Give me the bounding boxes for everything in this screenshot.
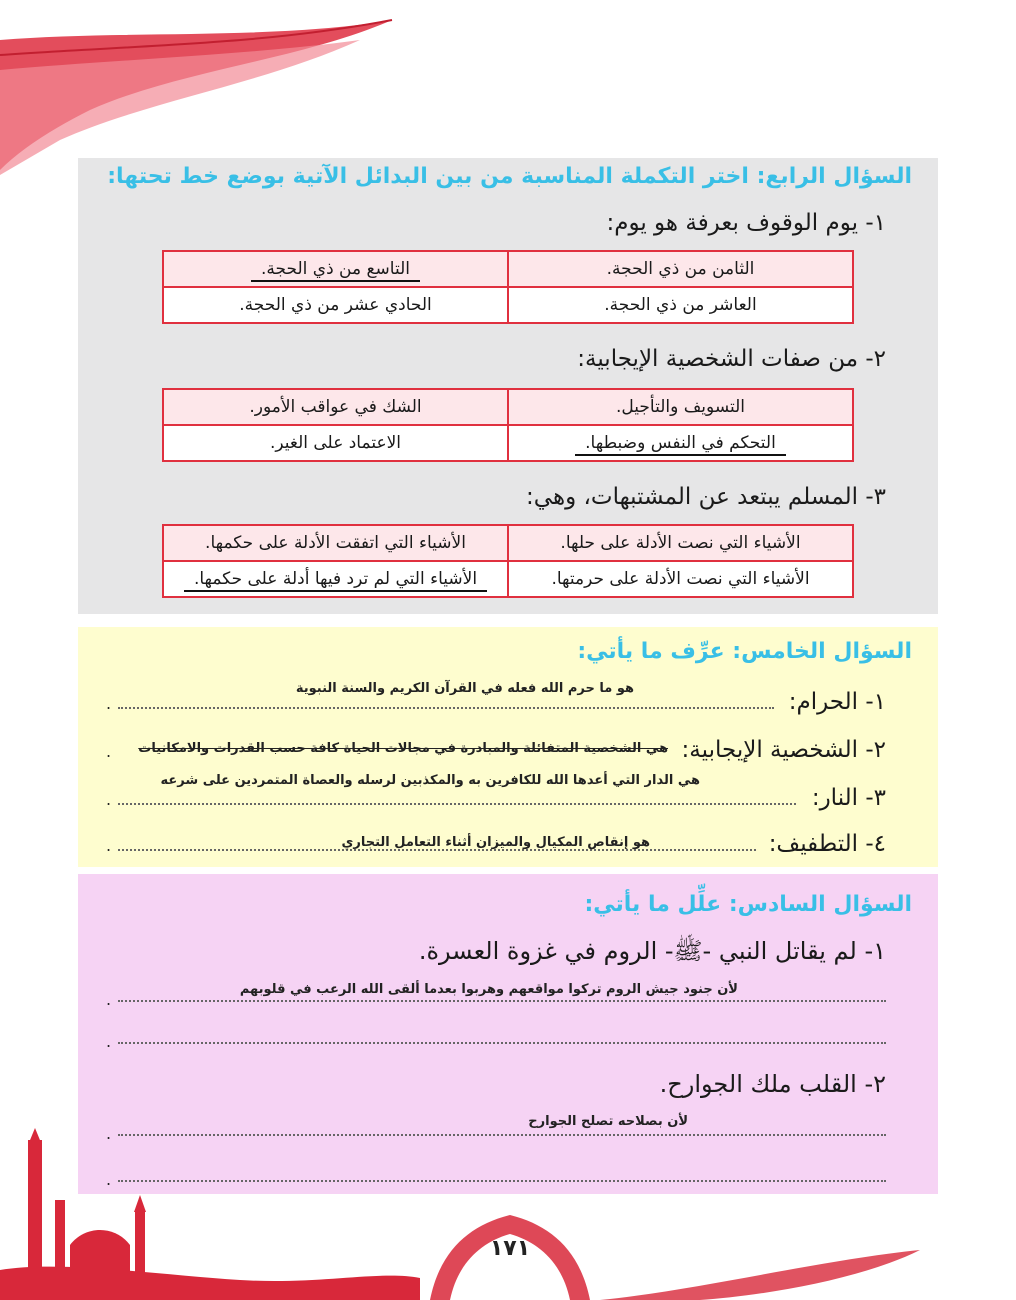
answer-line[interactable] bbox=[118, 1042, 886, 1044]
q4-item-1-question: ١- يوم الوقوف بعرفة هو يوم: bbox=[606, 210, 886, 236]
option[interactable]: الأشياء التي نصت الأدلة على حرمتها. bbox=[508, 561, 853, 597]
q5-item-1-label: ١- الحرام: bbox=[788, 689, 886, 715]
answer-line[interactable] bbox=[118, 1134, 886, 1136]
option[interactable]: الاعتماد على الغير. bbox=[163, 425, 508, 461]
option[interactable]: الشك في عواقب الأمور. bbox=[163, 389, 508, 425]
option-selected[interactable]: التاسع من ذي الحجة. bbox=[163, 251, 508, 287]
q6-item-2-question: ٢- القلب ملك الجوارح. bbox=[659, 1070, 886, 1098]
q5-item-1: ١- الحرام: . هو ما حرم الله فعله في القرآن الكريم والسنة النبوية bbox=[106, 681, 886, 715]
q6-item-1-question: ١- لم يقاتل النبي -ﷺ- الروم في غزوة العسرة. bbox=[418, 937, 886, 965]
question-5-title: السؤال الخامس: عرِّف ما يأتي: bbox=[577, 639, 912, 664]
option[interactable]: الثامن من ذي الحجة. bbox=[508, 251, 853, 287]
q5-item-2: ٢- الشخصية الإيجابية: هي الشخصية المتفائلة والمبادرة في مجالات الحياة كافة حسب القدرات والامكانيات . bbox=[106, 737, 886, 763]
q5-item-4-answer[interactable]: هو إنقاص المكيال والميزان أثناء التعامل التجاري bbox=[341, 835, 650, 850]
question-4-panel bbox=[78, 158, 938, 614]
q4-item-3-options bbox=[162, 524, 854, 598]
q4-item-2-options bbox=[162, 388, 854, 462]
question-4-title: السؤال الرابع: اختر التكملة المناسبة من بين البدائل الآتية بوضع خط تحتها: bbox=[107, 164, 912, 189]
q5-item-3-answer[interactable]: هي الدار التي أعدها الله للكافرين به والمكذبين لرسله والعصاة المتمردين على شرعه bbox=[160, 773, 700, 788]
option[interactable]: العاشر من ذي الحجة. bbox=[508, 287, 853, 323]
question-6-title: السؤال السادس: علِّل ما يأتي: bbox=[584, 892, 912, 917]
answer-line[interactable] bbox=[118, 1000, 886, 1002]
q5-item-1-answer[interactable]: هو ما حرم الله فعله في القرآن الكريم والسنة النبوية bbox=[295, 681, 634, 696]
q4-item-2-question: ٢- من صفات الشخصية الإيجابية: bbox=[577, 346, 886, 372]
option[interactable]: الأشياء التي نصت الأدلة على حلها. bbox=[508, 525, 853, 561]
q5-item-2-label: ٢- الشخصية الإيجابية: bbox=[681, 737, 886, 763]
option[interactable]: الحادي عشر من ذي الحجة. bbox=[163, 287, 508, 323]
question-5-panel bbox=[78, 627, 938, 867]
question-6-panel: السؤال السادس: علِّل ما يأتي: ١- لم يقاتل النبي -ﷺ- الروم في غزوة العسرة. لأن جنود جيش الروم تركوا مواقعهم وهربوا بعدما ألقى الله الرعب في قلوبهم . . ٢- القلب ملك الجوارح. لأن بصلاحه تصلح الجوارح . . bbox=[78, 874, 938, 1194]
q4-item-1-options bbox=[162, 250, 854, 324]
option-selected[interactable]: الأشياء التي لم ترد فيها أدلة على حكمها. bbox=[163, 561, 508, 597]
q5-item-4: ٤- التطفيف: . هو إنقاص المكيال والميزان أثناء التعامل التجاري bbox=[106, 831, 886, 857]
q5-item-3: ٣- النار: . هي الدار التي أعدها الله للكافرين به والمكذبين لرسله والعصاة المتمردين على شرعه bbox=[106, 773, 886, 811]
q4-item-3-question: ٣- المسلم يبتعد عن المشتبهات، وهي: bbox=[526, 484, 886, 510]
option[interactable]: التسويف والتأجيل. bbox=[508, 389, 853, 425]
page-number: ١٧١ bbox=[489, 1236, 531, 1261]
q6-item-2-answer[interactable]: لأن بصلاحه تصلح الجوارح bbox=[528, 1114, 688, 1129]
q6-item-1-answer[interactable]: لأن جنود جيش الروم تركوا مواقعهم وهربوا بعدما ألقى الله الرعب في قلوبهم bbox=[239, 982, 738, 997]
answer-line[interactable] bbox=[118, 1180, 886, 1182]
option-selected[interactable]: التحكم في النفس وضبطها. bbox=[508, 425, 853, 461]
q5-item-3-label: ٣- النار: bbox=[811, 785, 886, 811]
option[interactable]: الأشياء التي اتفقت الأدلة على حكمها. bbox=[163, 525, 508, 561]
q5-item-2-answer[interactable]: هي الشخصية المتفائلة والمبادرة في مجالات الحياة كافة حسب القدرات والامكانيات bbox=[138, 741, 668, 756]
q5-item-4-label: ٤- التطفيف: bbox=[768, 831, 886, 857]
